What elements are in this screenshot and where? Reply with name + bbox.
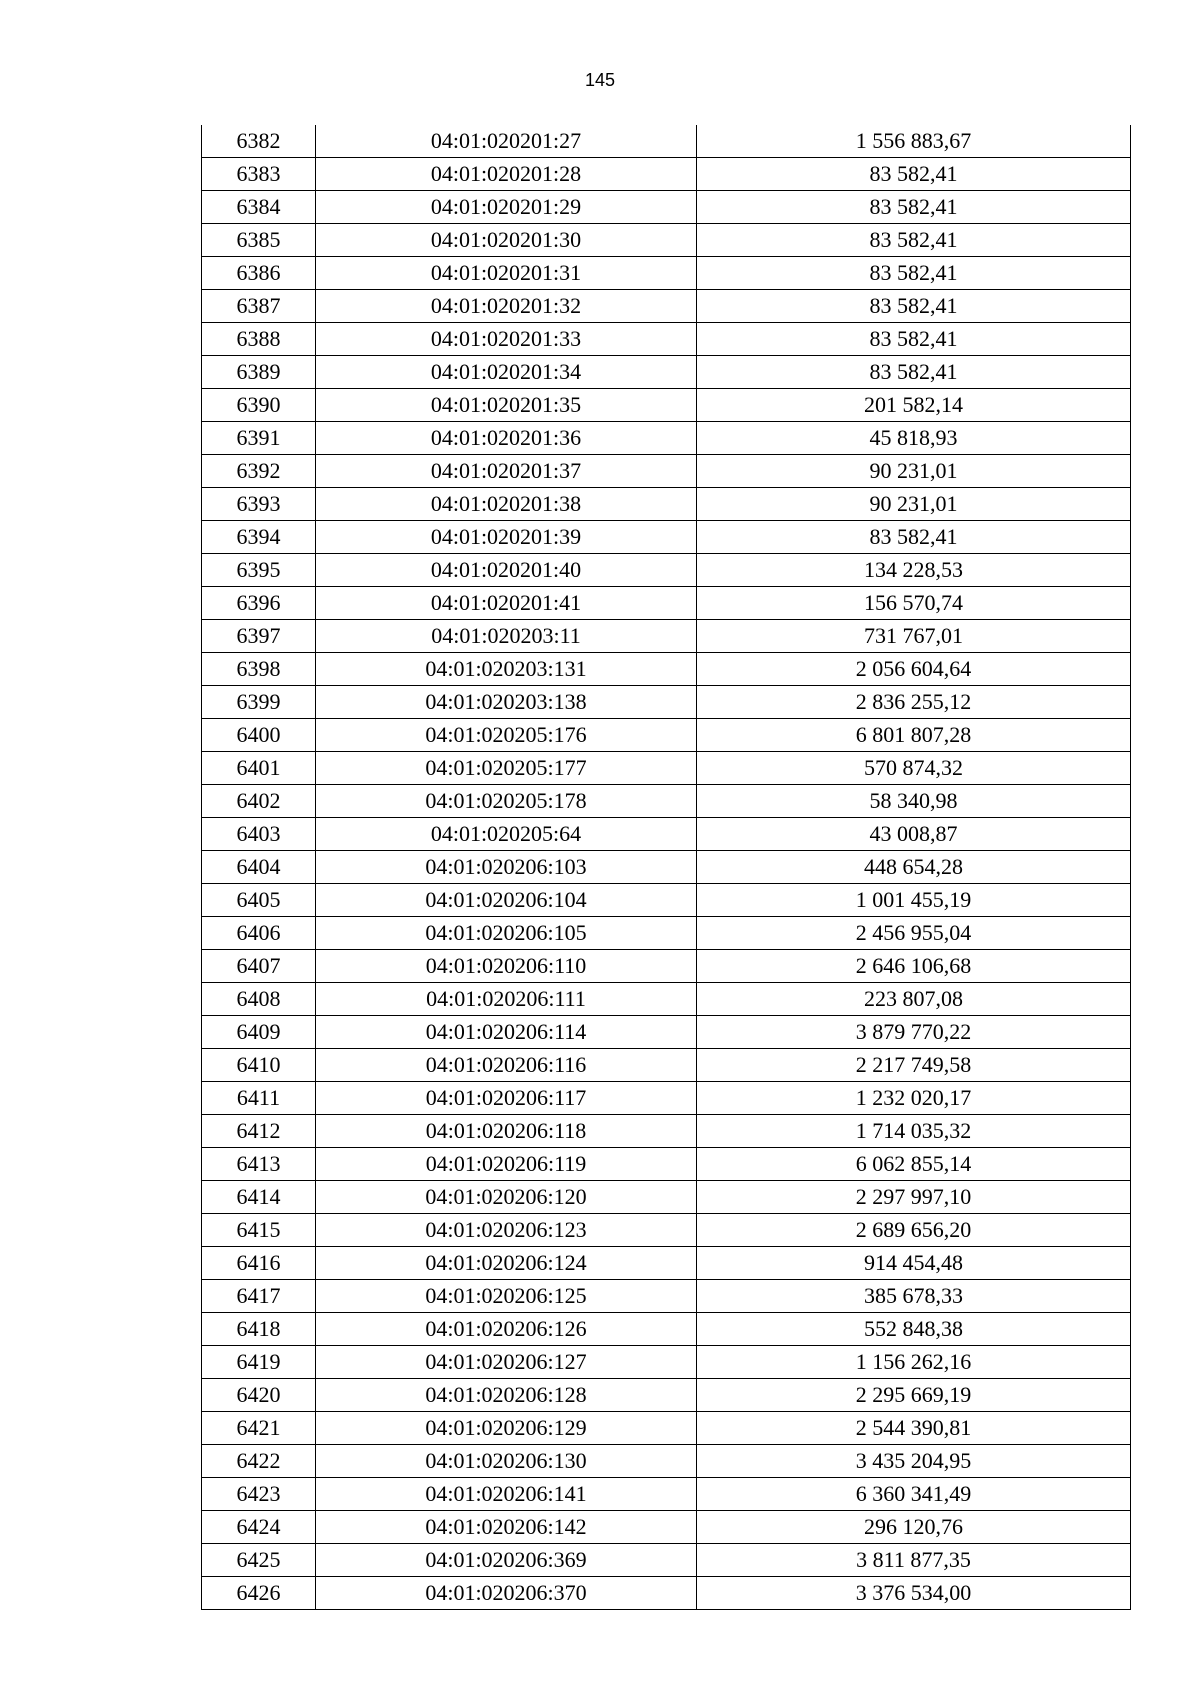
row-number-cell: 6416 bbox=[202, 1247, 316, 1280]
row-number-cell: 6410 bbox=[202, 1049, 316, 1082]
row-number-cell: 6414 bbox=[202, 1181, 316, 1214]
cadastral-number-cell: 04:01:020201:27 bbox=[316, 125, 697, 158]
cadastral-table-wrapper bbox=[201, 125, 1130, 1610]
row-number-cell: 6425 bbox=[202, 1544, 316, 1577]
cadastral-value-cell: 83 582,41 bbox=[697, 323, 1131, 356]
cadastral-value-cell: 731 767,01 bbox=[697, 620, 1131, 653]
cadastral-value-cell: 83 582,41 bbox=[697, 356, 1131, 389]
cadastral-value-cell: 914 454,48 bbox=[697, 1247, 1131, 1280]
table-row bbox=[202, 1478, 1131, 1511]
table-row bbox=[202, 686, 1131, 719]
row-number-cell: 6418 bbox=[202, 1313, 316, 1346]
cadastral-value-cell: 1 714 035,32 bbox=[697, 1115, 1131, 1148]
cadastral-value-cell: 1 232 020,17 bbox=[697, 1082, 1131, 1115]
row-number-cell: 6408 bbox=[202, 983, 316, 1016]
cadastral-number-cell: 04:01:020203:131 bbox=[316, 653, 697, 686]
cadastral-number-cell: 04:01:020201:37 bbox=[316, 455, 697, 488]
cadastral-number-cell: 04:01:020206:104 bbox=[316, 884, 697, 917]
table-row bbox=[202, 158, 1131, 191]
table-row bbox=[202, 917, 1131, 950]
cadastral-number-cell: 04:01:020201:33 bbox=[316, 323, 697, 356]
table-row bbox=[202, 290, 1131, 323]
cadastral-value-cell: 6 360 341,49 bbox=[697, 1478, 1131, 1511]
table-row bbox=[202, 422, 1131, 455]
table-row bbox=[202, 125, 1131, 158]
cadastral-number-cell: 04:01:020206:114 bbox=[316, 1016, 697, 1049]
cadastral-value-cell: 1 156 262,16 bbox=[697, 1346, 1131, 1379]
cadastral-number-cell: 04:01:020206:117 bbox=[316, 1082, 697, 1115]
row-number-cell: 6403 bbox=[202, 818, 316, 851]
table-row bbox=[202, 1379, 1131, 1412]
cadastral-number-cell: 04:01:020206:369 bbox=[316, 1544, 697, 1577]
table-row bbox=[202, 455, 1131, 488]
cadastral-value-cell: 2 646 106,68 bbox=[697, 950, 1131, 983]
row-number-cell: 6409 bbox=[202, 1016, 316, 1049]
row-number-cell: 6388 bbox=[202, 323, 316, 356]
cadastral-value-cell: 6 801 807,28 bbox=[697, 719, 1131, 752]
row-number-cell: 6423 bbox=[202, 1478, 316, 1511]
table-row bbox=[202, 1115, 1131, 1148]
table-row bbox=[202, 653, 1131, 686]
table-row bbox=[202, 1016, 1131, 1049]
table-row bbox=[202, 587, 1131, 620]
table-row bbox=[202, 389, 1131, 422]
cadastral-value-cell: 223 807,08 bbox=[697, 983, 1131, 1016]
table-row bbox=[202, 488, 1131, 521]
cadastral-number-cell: 04:01:020206:370 bbox=[316, 1577, 697, 1610]
cadastral-number-cell: 04:01:020205:64 bbox=[316, 818, 697, 851]
cadastral-value-cell: 90 231,01 bbox=[697, 488, 1131, 521]
cadastral-number-cell: 04:01:020206:126 bbox=[316, 1313, 697, 1346]
table-row bbox=[202, 521, 1131, 554]
cadastral-number-cell: 04:01:020206:110 bbox=[316, 950, 697, 983]
table-row bbox=[202, 1544, 1131, 1577]
row-number-cell: 6396 bbox=[202, 587, 316, 620]
table-row bbox=[202, 1577, 1131, 1610]
row-number-cell: 6399 bbox=[202, 686, 316, 719]
table-body bbox=[202, 125, 1131, 1610]
cadastral-number-cell: 04:01:020203:11 bbox=[316, 620, 697, 653]
row-number-cell: 6395 bbox=[202, 554, 316, 587]
row-number-cell: 6393 bbox=[202, 488, 316, 521]
table-row bbox=[202, 1214, 1131, 1247]
row-number-cell: 6401 bbox=[202, 752, 316, 785]
cadastral-number-cell: 04:01:020203:138 bbox=[316, 686, 697, 719]
cadastral-value-cell: 83 582,41 bbox=[697, 158, 1131, 191]
table-row bbox=[202, 719, 1131, 752]
row-number-cell: 6412 bbox=[202, 1115, 316, 1148]
table-row bbox=[202, 851, 1131, 884]
cadastral-number-cell: 04:01:020206:128 bbox=[316, 1379, 697, 1412]
row-number-cell: 6390 bbox=[202, 389, 316, 422]
cadastral-value-cell: 83 582,41 bbox=[697, 521, 1131, 554]
table-row bbox=[202, 224, 1131, 257]
cadastral-number-cell: 04:01:020206:142 bbox=[316, 1511, 697, 1544]
row-number-cell: 6415 bbox=[202, 1214, 316, 1247]
cadastral-number-cell: 04:01:020201:32 bbox=[316, 290, 697, 323]
row-number-cell: 6394 bbox=[202, 521, 316, 554]
cadastral-value-cell: 83 582,41 bbox=[697, 290, 1131, 323]
row-number-cell: 6385 bbox=[202, 224, 316, 257]
cadastral-value-cell: 156 570,74 bbox=[697, 587, 1131, 620]
row-number-cell: 6406 bbox=[202, 917, 316, 950]
cadastral-number-cell: 04:01:020201:29 bbox=[316, 191, 697, 224]
row-number-cell: 6419 bbox=[202, 1346, 316, 1379]
row-number-cell: 6387 bbox=[202, 290, 316, 323]
row-number-cell: 6413 bbox=[202, 1148, 316, 1181]
cadastral-value-cell: 2 295 669,19 bbox=[697, 1379, 1131, 1412]
cadastral-number-cell: 04:01:020206:129 bbox=[316, 1412, 697, 1445]
row-number-cell: 6407 bbox=[202, 950, 316, 983]
row-number-cell: 6411 bbox=[202, 1082, 316, 1115]
table-row bbox=[202, 1082, 1131, 1115]
table-row bbox=[202, 356, 1131, 389]
cadastral-value-cell: 2 456 955,04 bbox=[697, 917, 1131, 950]
cadastral-number-cell: 04:01:020205:178 bbox=[316, 785, 697, 818]
table-row bbox=[202, 620, 1131, 653]
table-row bbox=[202, 1412, 1131, 1445]
cadastral-number-cell: 04:01:020201:31 bbox=[316, 257, 697, 290]
cadastral-value-table bbox=[201, 125, 1131, 1610]
table-row bbox=[202, 884, 1131, 917]
cadastral-value-cell: 552 848,38 bbox=[697, 1313, 1131, 1346]
cadastral-value-cell: 134 228,53 bbox=[697, 554, 1131, 587]
row-number-cell: 6398 bbox=[202, 653, 316, 686]
table-row bbox=[202, 191, 1131, 224]
cadastral-number-cell: 04:01:020201:41 bbox=[316, 587, 697, 620]
cadastral-number-cell: 04:01:020201:39 bbox=[316, 521, 697, 554]
row-number-cell: 6417 bbox=[202, 1280, 316, 1313]
cadastral-value-cell: 3 376 534,00 bbox=[697, 1577, 1131, 1610]
page-number: 145 bbox=[584, 70, 616, 90]
cadastral-value-cell: 570 874,32 bbox=[697, 752, 1131, 785]
row-number-cell: 6386 bbox=[202, 257, 316, 290]
table-row bbox=[202, 554, 1131, 587]
row-number-cell: 6421 bbox=[202, 1412, 316, 1445]
row-number-cell: 6389 bbox=[202, 356, 316, 389]
table-row bbox=[202, 1313, 1131, 1346]
cadastral-value-cell: 3 879 770,22 bbox=[697, 1016, 1131, 1049]
cadastral-number-cell: 04:01:020206:105 bbox=[316, 917, 697, 950]
cadastral-value-cell: 6 062 855,14 bbox=[697, 1148, 1131, 1181]
cadastral-value-cell: 2 056 604,64 bbox=[697, 653, 1131, 686]
cadastral-value-cell: 1 001 455,19 bbox=[697, 884, 1131, 917]
cadastral-number-cell: 04:01:020206:116 bbox=[316, 1049, 697, 1082]
cadastral-number-cell: 04:01:020201:38 bbox=[316, 488, 697, 521]
cadastral-number-cell: 04:01:020206:127 bbox=[316, 1346, 697, 1379]
cadastral-number-cell: 04:01:020201:36 bbox=[316, 422, 697, 455]
table-row bbox=[202, 1346, 1131, 1379]
cadastral-number-cell: 04:01:020201:40 bbox=[316, 554, 697, 587]
table-row bbox=[202, 1445, 1131, 1478]
table-row bbox=[202, 818, 1131, 851]
table-row bbox=[202, 257, 1131, 290]
cadastral-value-cell: 2 217 749,58 bbox=[697, 1049, 1131, 1082]
cadastral-number-cell: 04:01:020201:34 bbox=[316, 356, 697, 389]
cadastral-number-cell: 04:01:020206:124 bbox=[316, 1247, 697, 1280]
table-row bbox=[202, 1511, 1131, 1544]
row-number-cell: 6424 bbox=[202, 1511, 316, 1544]
cadastral-value-cell: 3 435 204,95 bbox=[697, 1445, 1131, 1478]
row-number-cell: 6405 bbox=[202, 884, 316, 917]
row-number-cell: 6402 bbox=[202, 785, 316, 818]
cadastral-value-cell: 296 120,76 bbox=[697, 1511, 1131, 1544]
cadastral-value-cell: 385 678,33 bbox=[697, 1280, 1131, 1313]
cadastral-number-cell: 04:01:020205:176 bbox=[316, 719, 697, 752]
cadastral-value-cell: 2 689 656,20 bbox=[697, 1214, 1131, 1247]
table-row bbox=[202, 785, 1131, 818]
table-row bbox=[202, 1280, 1131, 1313]
cadastral-value-cell: 2 544 390,81 bbox=[697, 1412, 1131, 1445]
row-number-cell: 6404 bbox=[202, 851, 316, 884]
row-number-cell: 6384 bbox=[202, 191, 316, 224]
table-row bbox=[202, 1247, 1131, 1280]
cadastral-value-cell: 43 008,87 bbox=[697, 818, 1131, 851]
cadastral-value-cell: 2 297 997,10 bbox=[697, 1181, 1131, 1214]
cadastral-value-cell: 2 836 255,12 bbox=[697, 686, 1131, 719]
cadastral-number-cell: 04:01:020206:123 bbox=[316, 1214, 697, 1247]
row-number-cell: 6420 bbox=[202, 1379, 316, 1412]
row-number-cell: 6400 bbox=[202, 719, 316, 752]
row-number-cell: 6397 bbox=[202, 620, 316, 653]
cadastral-number-cell: 04:01:020201:28 bbox=[316, 158, 697, 191]
table-row bbox=[202, 950, 1131, 983]
cadastral-number-cell: 04:01:020206:141 bbox=[316, 1478, 697, 1511]
row-number-cell: 6391 bbox=[202, 422, 316, 455]
row-number-cell: 6382 bbox=[202, 125, 316, 158]
cadastral-value-cell: 83 582,41 bbox=[697, 224, 1131, 257]
cadastral-number-cell: 04:01:020206:118 bbox=[316, 1115, 697, 1148]
table-row bbox=[202, 1148, 1131, 1181]
cadastral-number-cell: 04:01:020206:111 bbox=[316, 983, 697, 1016]
cadastral-number-cell: 04:01:020206:120 bbox=[316, 1181, 697, 1214]
cadastral-value-cell: 58 340,98 bbox=[697, 785, 1131, 818]
cadastral-value-cell: 3 811 877,35 bbox=[697, 1544, 1131, 1577]
cadastral-number-cell: 04:01:020201:35 bbox=[316, 389, 697, 422]
cadastral-value-cell: 448 654,28 bbox=[697, 851, 1131, 884]
cadastral-value-cell: 45 818,93 bbox=[697, 422, 1131, 455]
row-number-cell: 6426 bbox=[202, 1577, 316, 1610]
cadastral-value-cell: 1 556 883,67 bbox=[697, 125, 1131, 158]
cadastral-number-cell: 04:01:020206:130 bbox=[316, 1445, 697, 1478]
row-number-cell: 6422 bbox=[202, 1445, 316, 1478]
cadastral-value-cell: 83 582,41 bbox=[697, 191, 1131, 224]
table-row bbox=[202, 1181, 1131, 1214]
row-number-cell: 6383 bbox=[202, 158, 316, 191]
cadastral-value-cell: 90 231,01 bbox=[697, 455, 1131, 488]
cadastral-number-cell: 04:01:020206:103 bbox=[316, 851, 697, 884]
cadastral-value-cell: 83 582,41 bbox=[697, 257, 1131, 290]
cadastral-number-cell: 04:01:020205:177 bbox=[316, 752, 697, 785]
cadastral-number-cell: 04:01:020201:30 bbox=[316, 224, 697, 257]
table-row bbox=[202, 323, 1131, 356]
table-row bbox=[202, 983, 1131, 1016]
table-row bbox=[202, 752, 1131, 785]
table-row bbox=[202, 1049, 1131, 1082]
cadastral-number-cell: 04:01:020206:119 bbox=[316, 1148, 697, 1181]
row-number-cell: 6392 bbox=[202, 455, 316, 488]
cadastral-value-cell: 201 582,14 bbox=[697, 389, 1131, 422]
cadastral-number-cell: 04:01:020206:125 bbox=[316, 1280, 697, 1313]
